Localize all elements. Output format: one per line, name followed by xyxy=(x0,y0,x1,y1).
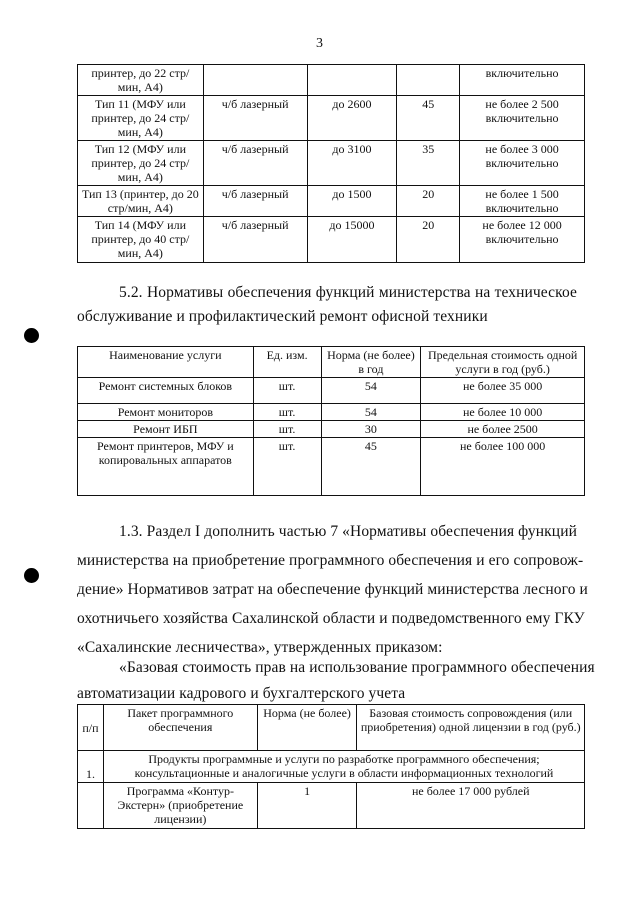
printer-life: 35 xyxy=(397,141,460,186)
paragraph-line: 1.3. Раздел I дополнить частью 7 «Нормативы обеспечения функций xyxy=(119,523,577,540)
repair-norm: 45 xyxy=(321,438,421,496)
header-package: Пакет программного обеспечения xyxy=(103,705,257,751)
repair-cost: не более 2500 xyxy=(421,421,585,438)
printer-tech: ч/б лазерный xyxy=(203,186,307,217)
repair-table xyxy=(77,346,585,496)
header-service: Наименование услуги xyxy=(78,347,254,378)
printer-pages: до 1500 xyxy=(307,186,397,217)
section-5-2-heading: 5.2. Нормативы обеспечения функций министерства на техническое обслуживание и профилактический ремонт офисной техники xyxy=(77,284,577,325)
table-row xyxy=(78,404,585,421)
header-cost: Предельная стоимость одной услуги в год (руб.) xyxy=(421,347,585,378)
printer-type: принтер, до 22 стр/мин, А4) xyxy=(78,65,204,96)
quote-line: автоматизации кадрового и бухгалтерского учета xyxy=(77,685,406,702)
table-row xyxy=(78,141,585,186)
table-header-row xyxy=(78,347,585,378)
group-text: Продукты программные и услуги по разработке программного обеспечения; консультационные и аналогичные услуги в области информационных технологий xyxy=(103,751,584,783)
printer-type: Тип 13 (принтер, до 20 стр/мин, А4) xyxy=(78,186,204,217)
table-header-row xyxy=(78,705,585,751)
header-cost: Базовая стоимость сопровождения (или приобретения) одной лицензии в год (руб.) xyxy=(357,705,585,751)
table-row xyxy=(78,65,585,96)
item-norm: 1 xyxy=(257,783,357,829)
header-number: п/п xyxy=(78,705,104,751)
printer-cost: не более 2 500 включительно xyxy=(460,96,585,141)
repair-name: Ремонт принтеров, МФУ и копировальных аппаратов xyxy=(78,438,254,496)
repair-name: Ремонт ИБП xyxy=(78,421,254,438)
printer-pages: до 15000 xyxy=(307,217,397,263)
repair-unit: шт. xyxy=(253,378,321,404)
repair-unit: шт. xyxy=(253,404,321,421)
paragraph-line: «Сахалинские лесничества», утвержденных приказом: xyxy=(77,639,443,656)
paragraph-line: дение» Нормативов затрат на обеспечение функций министерства лесного и xyxy=(77,581,588,598)
page-number: 3 xyxy=(316,36,323,51)
printer-life: 20 xyxy=(397,186,460,217)
table-row xyxy=(78,186,585,217)
item-cost: не более 17 000 рублей xyxy=(357,783,585,829)
table-row xyxy=(78,378,585,404)
paragraph-line: охотничьего хозяйства Сахалинской области и подведомственного ему ГКУ xyxy=(77,610,585,627)
printer-tech xyxy=(203,65,307,96)
header-unit: Ед. изм. xyxy=(253,347,321,378)
printer-tech: ч/б лазерный xyxy=(203,217,307,263)
repair-norm: 54 xyxy=(321,404,421,421)
punch-hole-icon xyxy=(24,568,39,583)
paragraph-line: министерства на приобретение программного обеспечения и его сопровож- xyxy=(77,552,584,569)
item-name: Программа «Контур-Экстерн» (приобретение лицензии) xyxy=(103,783,257,829)
printer-pages xyxy=(307,65,397,96)
repair-name: Ремонт мониторов xyxy=(78,404,254,421)
repair-norm: 30 xyxy=(321,421,421,438)
printer-cost: не более 3 000 включительно xyxy=(460,141,585,186)
paragraph-1-3 xyxy=(77,517,588,662)
printer-pages: до 3100 xyxy=(307,141,397,186)
table-row xyxy=(78,751,585,783)
table-row xyxy=(78,438,585,496)
repair-unit: шт. xyxy=(253,438,321,496)
printer-cost: не более 12 000 включительно xyxy=(460,217,585,263)
table-row xyxy=(78,783,585,829)
printer-tech: ч/б лазерный xyxy=(203,141,307,186)
repair-cost: не более 35 000 xyxy=(421,378,585,404)
quote-line: «Базовая стоимость прав на использование программного обеспечения xyxy=(119,659,595,676)
group-number: 1. xyxy=(78,751,104,783)
table-row xyxy=(78,217,585,263)
repair-cost: не более 100 000 xyxy=(421,438,585,496)
printer-life: 45 xyxy=(397,96,460,141)
printer-table xyxy=(77,64,585,263)
printer-cost: не более 1 500 включительно xyxy=(460,186,585,217)
printer-tech: ч/б лазерный xyxy=(203,96,307,141)
table-row xyxy=(78,421,585,438)
printer-type: Тип 12 (МФУ или принтер, до 24 стр/мин, А4) xyxy=(78,141,204,186)
punch-hole-icon xyxy=(24,328,39,343)
printer-type: Тип 11 (МФУ или принтер, до 24 стр/мин, А4) xyxy=(78,96,204,141)
header-norm: Норма (не более) xyxy=(257,705,357,751)
item-number xyxy=(78,783,104,829)
printer-life xyxy=(397,65,460,96)
repair-norm: 54 xyxy=(321,378,421,404)
table-row xyxy=(78,96,585,141)
printer-pages: до 2600 xyxy=(307,96,397,141)
header-norm: Норма (не более) в год xyxy=(321,347,421,378)
printer-life: 20 xyxy=(397,217,460,263)
quote-block xyxy=(77,655,595,707)
printer-type: Тип 14 (МФУ или принтер, до 40 стр/мин, А4) xyxy=(78,217,204,263)
repair-name: Ремонт системных блоков xyxy=(78,378,254,404)
repair-cost: не более 10 000 xyxy=(421,404,585,421)
printer-cost: включительно xyxy=(460,65,585,96)
software-table xyxy=(77,704,585,829)
repair-unit: шт. xyxy=(253,421,321,438)
